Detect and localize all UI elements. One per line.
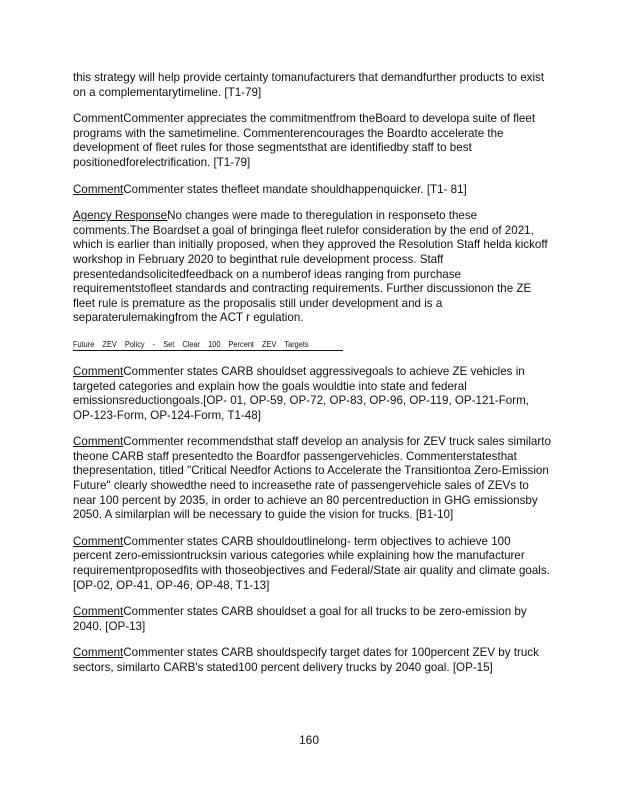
paragraph-text: No changes were made to theregulation in responseto these comments.The Boardset a goal of bringinga fleet rulefor consideration by the end of 2021, which is earlier than initially proposed, when they approved the Resolution Staff helda kickoff workshop in February 2020 to beginthat rule development process. Staff presentedandsolicitedfeedback on a numberof ideas ranging from purchase requirementstofleet standards and contracting requirements. Further discussionon the ZE fleet rule is premature as the proposalis still under development and is a separaterulemakingfrom the ACT r egulation. xyxy=(73,209,548,325)
page-number: 160 xyxy=(298,733,320,747)
comment-label: Comment xyxy=(73,646,124,660)
paragraph-text: Commenter states thefleet mandate shouldhappenquicker. [T1- 81] xyxy=(123,182,467,196)
comment-label: Comment xyxy=(73,605,124,619)
paragraph-continuation xyxy=(73,71,551,100)
comment-label: Comment xyxy=(73,182,124,196)
paragraph-text: Commenter states CARB shouldoutlinelong- term objectives to achieve 100 percent zero-emissiontrucksin various categories while explaining how the manufacturer requirementproposedfits with thoseobjectives and Federal/State air quality and climate goals. [OP-02, OP-41, OP-46, OP-48, T1-13] xyxy=(73,534,550,592)
paragraph-text: CommentCommenter appreciates the commitmentfrom theBoard to developa suite of fleet programs with the sametimeline. Commenterencourages the Boardto accelerate the development of fleet rules for those segmentsthat are identifiedby staff to best positionedforelectrification. [T1-79] xyxy=(73,112,536,169)
agency-response-label: Agency Response xyxy=(73,209,168,223)
paragraph-text: Commenter recommendsthat staff develop an analysis for ZEV truck sales similarto theone CARB staff presentedto the Boardfor passengervehicles. Commenterstatesthat thepresentation, titled "Critical Needfor Actions to Accelerate the Transitiontoa Zero-Emission Future" clearly showedthe need to increasethe rate of passengervehicle sales of ZEVs to near 100 percent by 2035, in order to achieve an 80 percentreduction in GHG emissionsby 2050. A similarplan will be necessary to guide the vision for trucks. [B1-10] xyxy=(73,435,551,522)
paragraph-comment xyxy=(73,646,551,675)
paragraph-comment xyxy=(73,435,551,523)
paragraph-comment xyxy=(73,605,551,634)
paragraph-agency-response xyxy=(73,209,551,326)
comment-label: Comment xyxy=(73,435,124,449)
paragraph-comment xyxy=(73,112,551,170)
paragraph-comment xyxy=(73,535,551,593)
paragraph-comment xyxy=(73,183,551,198)
document-page xyxy=(73,71,551,688)
comment-label: Comment xyxy=(73,534,124,548)
comment-label: Comment xyxy=(73,364,124,378)
paragraph-text: Commenter states CARB shouldspecify target dates for 100percent ZEV by truck sectors, similarto CARB's stated100 percent delivery trucks by 2040 goal. [OP-15] xyxy=(73,646,539,674)
paragraph-comment xyxy=(73,365,551,423)
paragraph-text: Commenter states CARB shouldset a goal for all trucks to be zero-emission by 2040. [OP-13] xyxy=(73,605,527,633)
paragraph-text: this strategy will help provide certainty tomanufacturers that demandfurther products to exist on a complementarytimeline. [T1-79] xyxy=(73,71,545,99)
paragraph-text: Commenter states CARB shouldset aggressivegoals to achieve ZE vehicles in targeted categories and explain how the goals wouldtie into state and federal emissionsreductiongoals.[OP- 01, OP-59, OP-72, OP-83, OP-96, OP-119, OP-121-Form, OP-123-Form, OP-124-Form, T1-48] xyxy=(73,364,529,422)
section-heading: Future ZEV Policy - Set Clear 100 Percent ZEV Targets xyxy=(73,338,343,351)
